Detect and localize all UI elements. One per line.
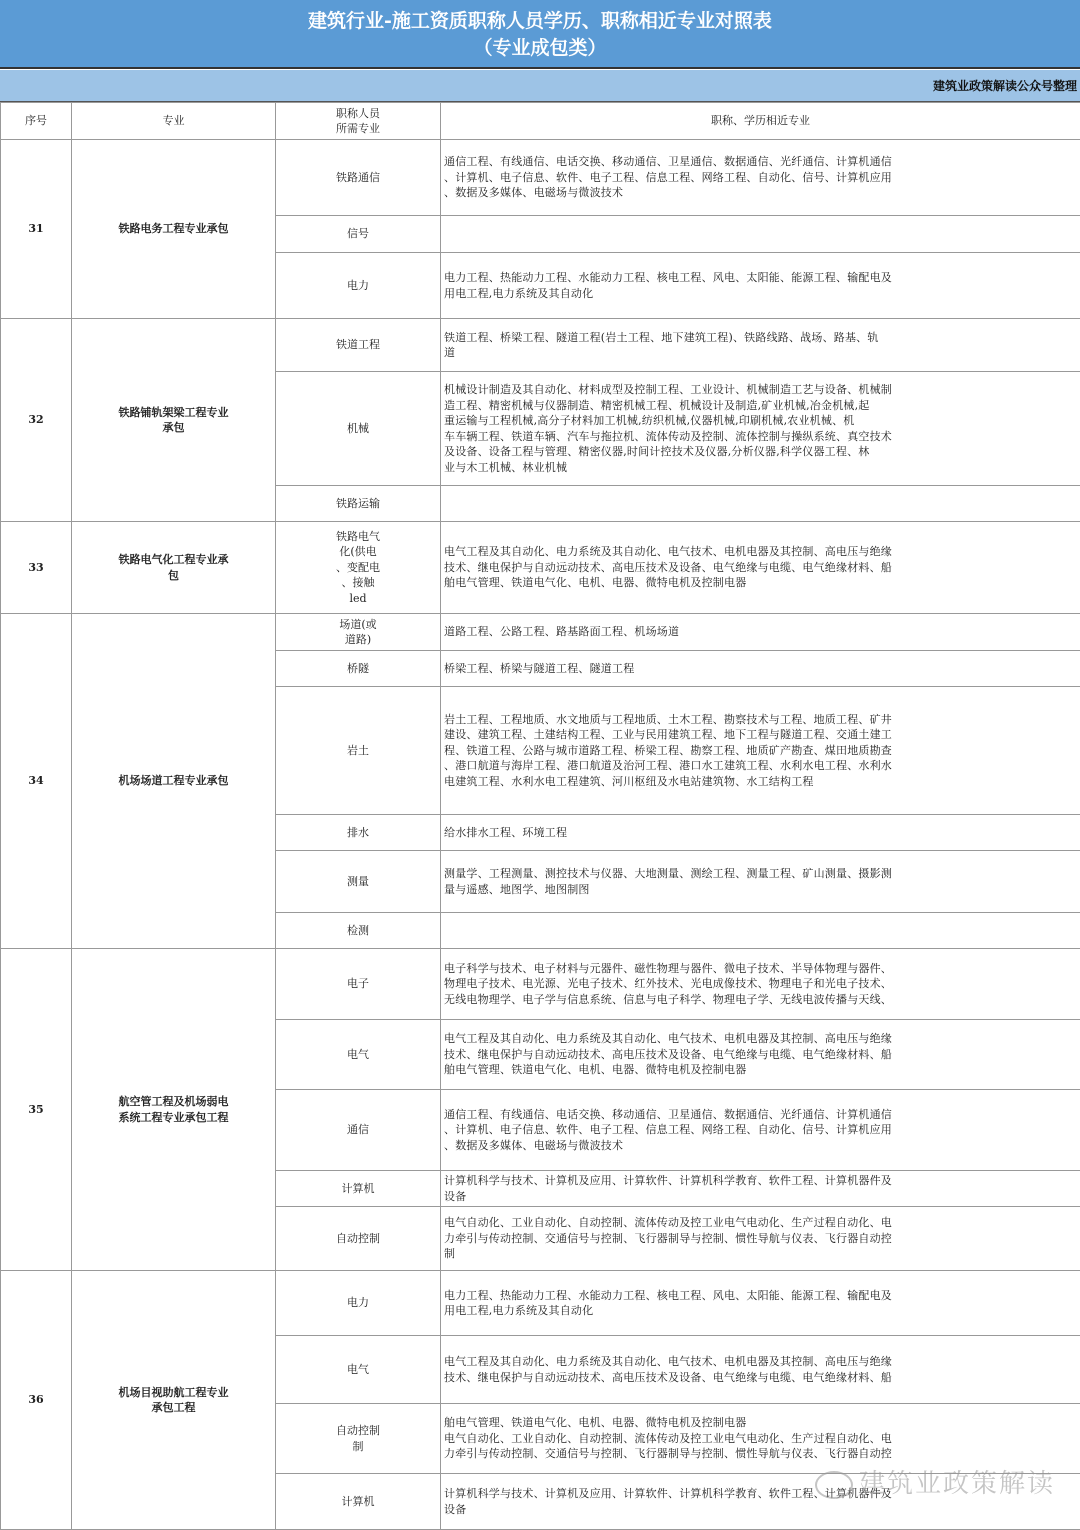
header-row [1, 103, 1080, 140]
required-major: 通信 [276, 1090, 441, 1171]
required-major: 计算机 [276, 1171, 441, 1207]
related-majors: 通信工程、有线通信、电话交换、移动通信、卫星通信、数据通信、光纤通信、计算机通信 、计算机、电子信息、软件、电子工程、信息工程、网络工程、自动化、信号、计算机应用 、数据及多媒体、电磁场与微波技术 [441, 1090, 1080, 1171]
watermark [815, 1463, 1055, 1500]
title-line-1: 建筑行业-施工资质职称人员学历、职称相近专业对照表 [0, 8, 1080, 35]
related-majors [441, 486, 1080, 522]
row-number: 31 [1, 140, 72, 319]
required-major: 铁路运输 [276, 486, 441, 522]
related-majors [441, 216, 1080, 253]
related-majors: 电子科学与技术、电子材料与元器件、磁性物理与器件、微电子技术、半导体物理与器件、 物理电子技术、电光源、光电子技术、红外技术、光电成像技术、物理电子和光电子技术、 无线电物理学、电子学与信息系统、信息与电子科学、物理电子学、无线电波传播与天线、 [441, 949, 1080, 1020]
related-majors: 电气自动化、工业自动化、自动控制、流体传动及控工业电气电动化、生产过程自动化、电 力牵引与传动控制、交通信号与控制、飞行器制导与控制、惯性导航与仪表、飞行器自动控 制 [441, 1207, 1080, 1271]
row-number: 33 [1, 522, 72, 614]
related-majors: 计算机科学与技术、计算机及应用、计算软件、计算机科学教育、软件工程、计算机器件及 设备 [441, 1474, 1080, 1530]
specialty-name: 机场目视助航工程专业 承包工程 [72, 1271, 276, 1530]
required-major: 电子 [276, 949, 441, 1020]
specialty-name: 铁路铺轨架梁工程专业 承包 [72, 319, 276, 522]
row-number: 32 [1, 319, 72, 522]
related-majors: 舶电气管理、铁道电气化、电机、电器、微特电机及控制电器 电气自动化、工业自动化、自动控制、流体传动及控工业电气电动化、生产过程自动化、电 力牵引与传动控制、交通信号与控制、飞行器制导与控制、惯性导航与仪表、飞行器自动控 [441, 1404, 1080, 1474]
related-majors: 岩土工程、工程地质、水文地质与工程地质、土木工程、勘察技术与工程、地质工程、矿井 建设、建筑工程、土建结构工程、工业与民用建筑工程、地下工程与隧道工程、交通土建工 程、铁道工程、公路与城市道路工程、桥梁工程、勘察工程、地质矿产勘查、煤田地质勘查 、港口航道与海岸工程、港口航道及治河工程、港口水工建筑工程、水利水电工程、水利水 电建筑工程、水利水电工程建筑、河川枢纽及水电站建筑物、水工结构工程 [441, 687, 1080, 815]
row-number: 36 [1, 1271, 72, 1530]
table-title [0, 0, 1080, 69]
header-specialty: 专业 [72, 103, 276, 140]
specialty-name: 航空管工程及机场弱电 系统工程专业承包工程 [72, 949, 276, 1271]
header-required-major: 职称人员 所需专业 [276, 103, 441, 140]
header-related-majors: 职称、学历相近专业 [441, 103, 1080, 140]
title-line-2: （专业成包类） [0, 35, 1080, 62]
specialty-name: 铁路电气化工程专业承 包 [72, 522, 276, 614]
required-major: 电力 [276, 253, 441, 319]
row-number: 35 [1, 949, 72, 1271]
required-major: 电力 [276, 1271, 441, 1336]
required-major: 信号 [276, 216, 441, 253]
required-major: 电气 [276, 1020, 441, 1090]
required-major: 排水 [276, 815, 441, 851]
required-major: 场道(或 道路) [276, 614, 441, 651]
required-major: 测量 [276, 851, 441, 913]
required-major: 自动控制 制 [276, 1404, 441, 1474]
required-major: 铁路通信 [276, 140, 441, 216]
wechat-icon [815, 1471, 853, 1499]
related-majors: 测量学、工程测量、测控技术与仪器、大地测量、测绘工程、测量工程、矿山测量、摄影测 量与遥感、地图学、地图制图 [441, 851, 1080, 913]
comparison-table [0, 102, 1080, 1530]
related-majors: 计算机科学与技术、计算机及应用、计算软件、计算机科学教育、软件工程、计算机器件及 设备 [441, 1171, 1080, 1207]
specialty-name: 铁路电务工程专业承包 [72, 140, 276, 319]
watermark-text: 建筑业政策解读 [859, 1469, 1055, 1499]
table-row [1, 614, 1080, 651]
required-major: 机械 [276, 372, 441, 486]
table-row [1, 140, 1080, 216]
specialty-name: 机场场道工程专业承包 [72, 614, 276, 949]
table-row [1, 949, 1080, 1020]
related-majors: 道路工程、公路工程、路基路面工程、机场场道 [441, 614, 1080, 651]
header-no: 序号 [1, 103, 72, 140]
required-major: 铁路电气 化(供电 、变配电 、接触 led [276, 522, 441, 614]
related-majors: 给水排水工程、环境工程 [441, 815, 1080, 851]
required-major: 检测 [276, 913, 441, 949]
source-note: 建筑业政策解读公众号整理 [0, 70, 1080, 102]
related-majors: 电气工程及其自动化、电力系统及其自动化、电气技术、电机电器及其控制、高电压与绝缘 技术、继电保护与自动远动技术、高电压技术及设备、电气绝缘与电缆、电气绝缘材料、船 [441, 1336, 1080, 1404]
table-row [1, 522, 1080, 614]
required-major: 电气 [276, 1336, 441, 1404]
required-major: 计算机 [276, 1474, 441, 1530]
required-major: 自动控制 [276, 1207, 441, 1271]
related-majors: 机械设计制造及其自动化、材料成型及控制工程、工业设计、机械制造工艺与设备、机械制 造工程、精密机械与仪器制造、精密机械工程、机械设计及制造,矿业机械,冶金机械,起 重运输与工程机械,高分子材料加工机械,纺织机械,仪器机械,印刷机械,农业机械、机 车车辆工程、铁道车辆、汽车与拖拉机、流体传动及控制、流体控制与操纵系统、真空技术 及设备、设备工程与管理、精密仪器,时间计控技术及仪器,分析仪器,科学仪器工程、林 业与木工机械、林业机械 [441, 372, 1080, 486]
required-major: 桥隧 [276, 651, 441, 687]
related-majors: 铁道工程、桥梁工程、隧道工程(岩土工程、地下建筑工程)、铁路线路、战场、路基、轨 道 [441, 319, 1080, 372]
required-major: 岩土 [276, 687, 441, 815]
required-major: 铁道工程 [276, 319, 441, 372]
related-majors: 电气工程及其自动化、电力系统及其自动化、电气技术、电机电器及其控制、高电压与绝缘 技术、继电保护与自动远动技术、高电压技术及设备、电气绝缘与电缆、电气绝缘材料、船 舶电气管理、铁道电气化、电机、电器、微特电机及控制电器 [441, 522, 1080, 614]
table-row [1, 319, 1080, 372]
related-majors [441, 913, 1080, 949]
related-majors: 电气工程及其自动化、电力系统及其自动化、电气技术、电机电器及其控制、高电压与绝缘 技术、继电保护与自动远动技术、高电压技术及设备、电气绝缘与电缆、电气绝缘材料、船 舶电气管理、铁道电气化、电机、电器、微特电机及控制电器 [441, 1020, 1080, 1090]
related-majors: 电力工程、热能动力工程、水能动力工程、核电工程、风电、太阳能、能源工程、输配电及 用电工程,电力系统及其自动化 [441, 1271, 1080, 1336]
related-majors: 桥梁工程、桥梁与隧道工程、隧道工程 [441, 651, 1080, 687]
row-number: 34 [1, 614, 72, 949]
related-majors: 通信工程、有线通信、电话交换、移动通信、卫星通信、数据通信、光纤通信、计算机通信 、计算机、电子信息、软件、电子工程、信息工程、网络工程、自动化、信号、计算机应用 、数据及多媒体、电磁场与微波技术 [441, 140, 1080, 216]
table-row [1, 1271, 1080, 1336]
related-majors: 电力工程、热能动力工程、水能动力工程、核电工程、风电、太阳能、能源工程、输配电及 用电工程,电力系统及其自动化 [441, 253, 1080, 319]
